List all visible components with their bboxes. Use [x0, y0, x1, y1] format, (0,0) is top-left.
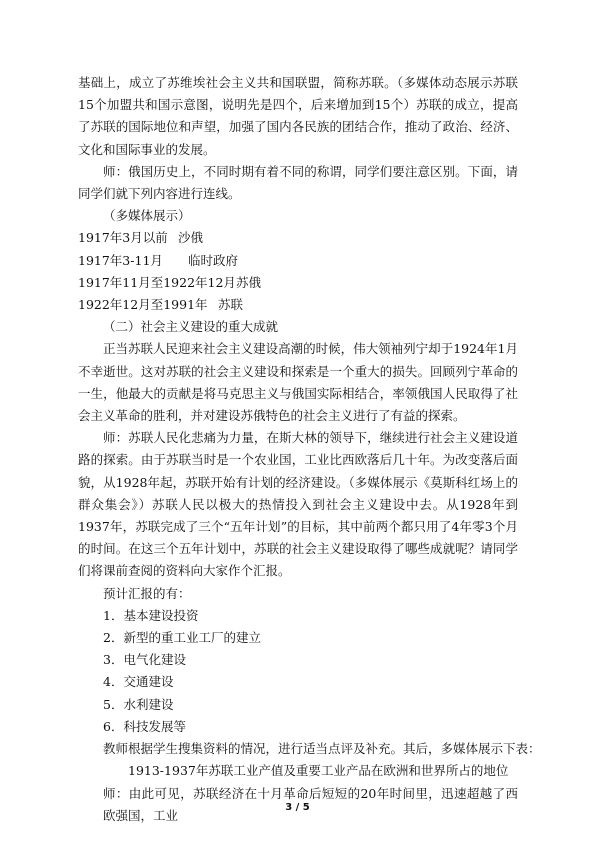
- report-list: [78, 605, 518, 738]
- period-name: 临时政府: [188, 252, 239, 268]
- period-row: [78, 294, 518, 316]
- period-list: [78, 227, 518, 316]
- paragraph-lenin: 正当苏联人民迎来社会主义建设高潮的时候，伟大领袖列宁却于1924年1月不幸逝世。这对苏联的社会主义建设和探索是一个重大的损失。回顾列宁革命的一生，他最大的贡献是将马克思主义与俄国实际相结合，率领俄国人民取得了社会主义革命的胜利，并对建设苏俄特色的社会主义进行了有益的探索。: [78, 341, 518, 424]
- period-name: 苏俄: [236, 274, 262, 290]
- period-name: 沙俄: [178, 230, 204, 246]
- list-item: 4．交通建设: [103, 674, 174, 690]
- period-time: 1922年12月至1991年: [78, 297, 208, 313]
- list-item: 5．水利建设: [103, 696, 174, 712]
- list-item: 3．电气化建设: [103, 652, 186, 668]
- paragraph-teacher-naming: 师：俄国历史上，不同时期有着不同的称谓，同学们要注意区别。下面，请同学们就下列内容进行连线。: [78, 163, 518, 202]
- list-item: 2．新型的重工业工厂的建立: [103, 630, 261, 646]
- multimedia-note: （多媒体展示）: [103, 208, 191, 224]
- page-number: 3 / 5: [285, 802, 310, 813]
- period-name: 苏联: [218, 297, 244, 313]
- paragraph-conclusion: 师：由此可见，苏联经济在十月革命后短短的20年时间里，迅速超越了西欧强国，工业: [103, 785, 518, 823]
- paragraph-teacher-review: 教师根据学生搜集资料的情况，进行适当点评及补充。其后，多媒体展示下表：: [103, 741, 541, 757]
- list-item: 6．科技发展等: [103, 718, 186, 734]
- period-time: 1917年3-11月: [78, 252, 163, 268]
- period-time: 1917年11月至1922年12月: [78, 274, 236, 290]
- list-item: 1．基本建设投资: [103, 607, 199, 623]
- section-heading: （二）社会主义建设的重大成就: [103, 319, 279, 335]
- paragraph-five-year-plans: 师：苏联人民化悲痛为力量，在斯大林的领导下，继续进行社会主义建设道路的探索。由于苏联当时是一个农业国，工业比西欧落后几十年。为改变落后面貌，从1928年起，苏联开始有计划的经济建设。（多媒体展示《莫斯科红场上的群众集会》）苏联人民以极大的热情投入到社会主义建设中去。从1928年到1937年，苏联完成了三个“五年计划”的目标，其中前两个都只用了4年零3个月的时间。在这三个五年计划中，苏联的社会主义建设取得了哪些成就呢？请同学们将课前查阅的资料向大家作个汇报。: [78, 430, 518, 579]
- period-row: [78, 272, 518, 294]
- period-row: [78, 250, 518, 272]
- period-row: [78, 227, 518, 249]
- period-time: 1917年3月以前: [78, 230, 168, 246]
- table-caption: 1913-1937年苏联工业产值及重要工业产品在欧洲和世界所占的地位: [128, 763, 509, 779]
- report-intro: 预计汇报的有：: [103, 585, 191, 601]
- paragraph-ussr-founding: 基础上，成立了苏维埃社会主义共和国联盟，简称苏联。（多媒体动态展示苏联15个加盟共和国示意图，说明先是四个，后来增加到15个）苏联的成立，提高了苏联的国际地位和声望，加强了国内各民族的团结合作，推动了政治、经济、文化和国际事业的发展。: [78, 75, 518, 157]
- page-content: [78, 72, 541, 827]
